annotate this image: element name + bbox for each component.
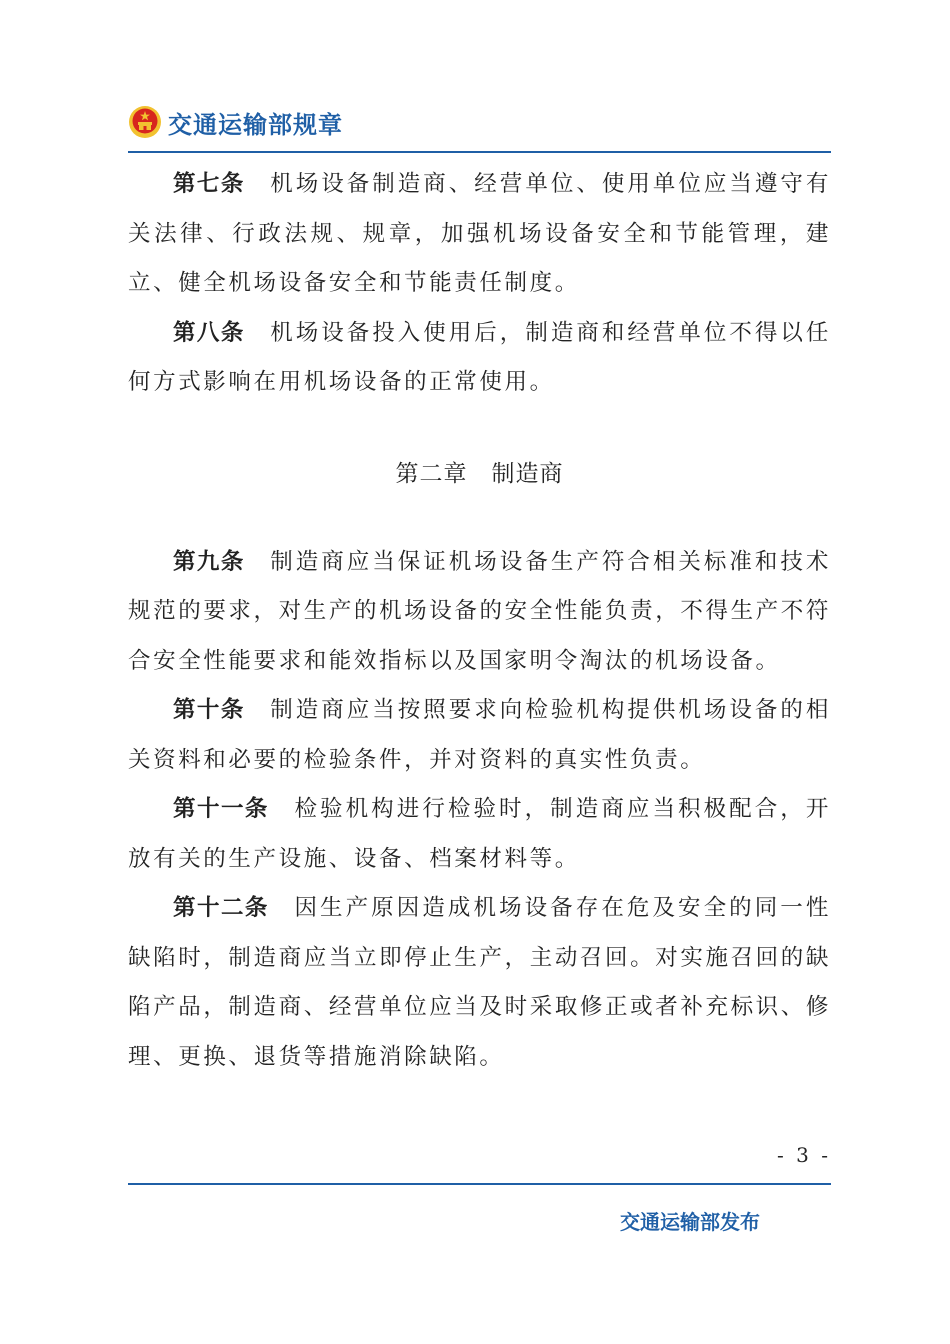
article-heading: 第十二条 <box>173 895 269 921</box>
header-divider <box>128 151 831 153</box>
article-12 <box>128 884 831 1082</box>
article-text: 检验机构进行检验时，制造商应当积极配合，开放有关的生产设施、设备、档案材料等。 <box>128 796 831 872</box>
page-number: - 3 - <box>777 1143 831 1167</box>
article-heading: 第十一条 <box>173 796 269 822</box>
article-10 <box>128 686 831 785</box>
article-heading: 第九条 <box>173 548 245 575</box>
article-text: 制造商应当保证机场设备生产符合相关标准和技术规范的要求，对生产的机场设备的安全性能负责，不得生产不符合安全性能要求和能效指标以及国家明令淘汰的机场设备。 <box>128 548 831 674</box>
article-text: 机场设备投入使用后，制造商和经营单位不得以任何方式影响在用机场设备的正常使用。 <box>128 319 831 395</box>
article-7 <box>128 160 831 309</box>
article-text: 因生产原因造成机场设备存在危及安全的同一性缺陷时，制造商应当立即停止生产，主动召回。对实施召回的缺陷产品，制造商、经营单位应当及时采取修正或者补充标识、修理、更换、退货等措施消除缺陷。 <box>128 895 831 1070</box>
article-heading: 第八条 <box>173 319 245 346</box>
article-heading: 第十条 <box>173 697 245 723</box>
article-9 <box>128 538 831 687</box>
chapter-title: 第二章 制造商 <box>395 460 564 487</box>
article-heading: 第七条 <box>173 171 245 197</box>
footer-publisher: 交通运输部发布 <box>620 1210 760 1234</box>
article-text: 制造商应当按照要求向检验机构提供机场设备的相关资料和必要的检验条件，并对资料的真实性负责。 <box>128 697 831 773</box>
national-emblem-icon <box>128 105 162 139</box>
article-8 <box>128 309 831 408</box>
article-11 <box>128 785 831 884</box>
page-header <box>128 102 343 142</box>
document-body <box>128 160 831 1082</box>
footer-divider <box>128 1183 831 1185</box>
article-text: 机场设备制造商、经营单位、使用单位应当遵守有关法律、行政法规、规章，加强机场设备安全和节能管理，建立、健全机场设备安全和节能责任制度。 <box>128 171 831 296</box>
header-title: 交通运输部规章 <box>168 110 343 139</box>
